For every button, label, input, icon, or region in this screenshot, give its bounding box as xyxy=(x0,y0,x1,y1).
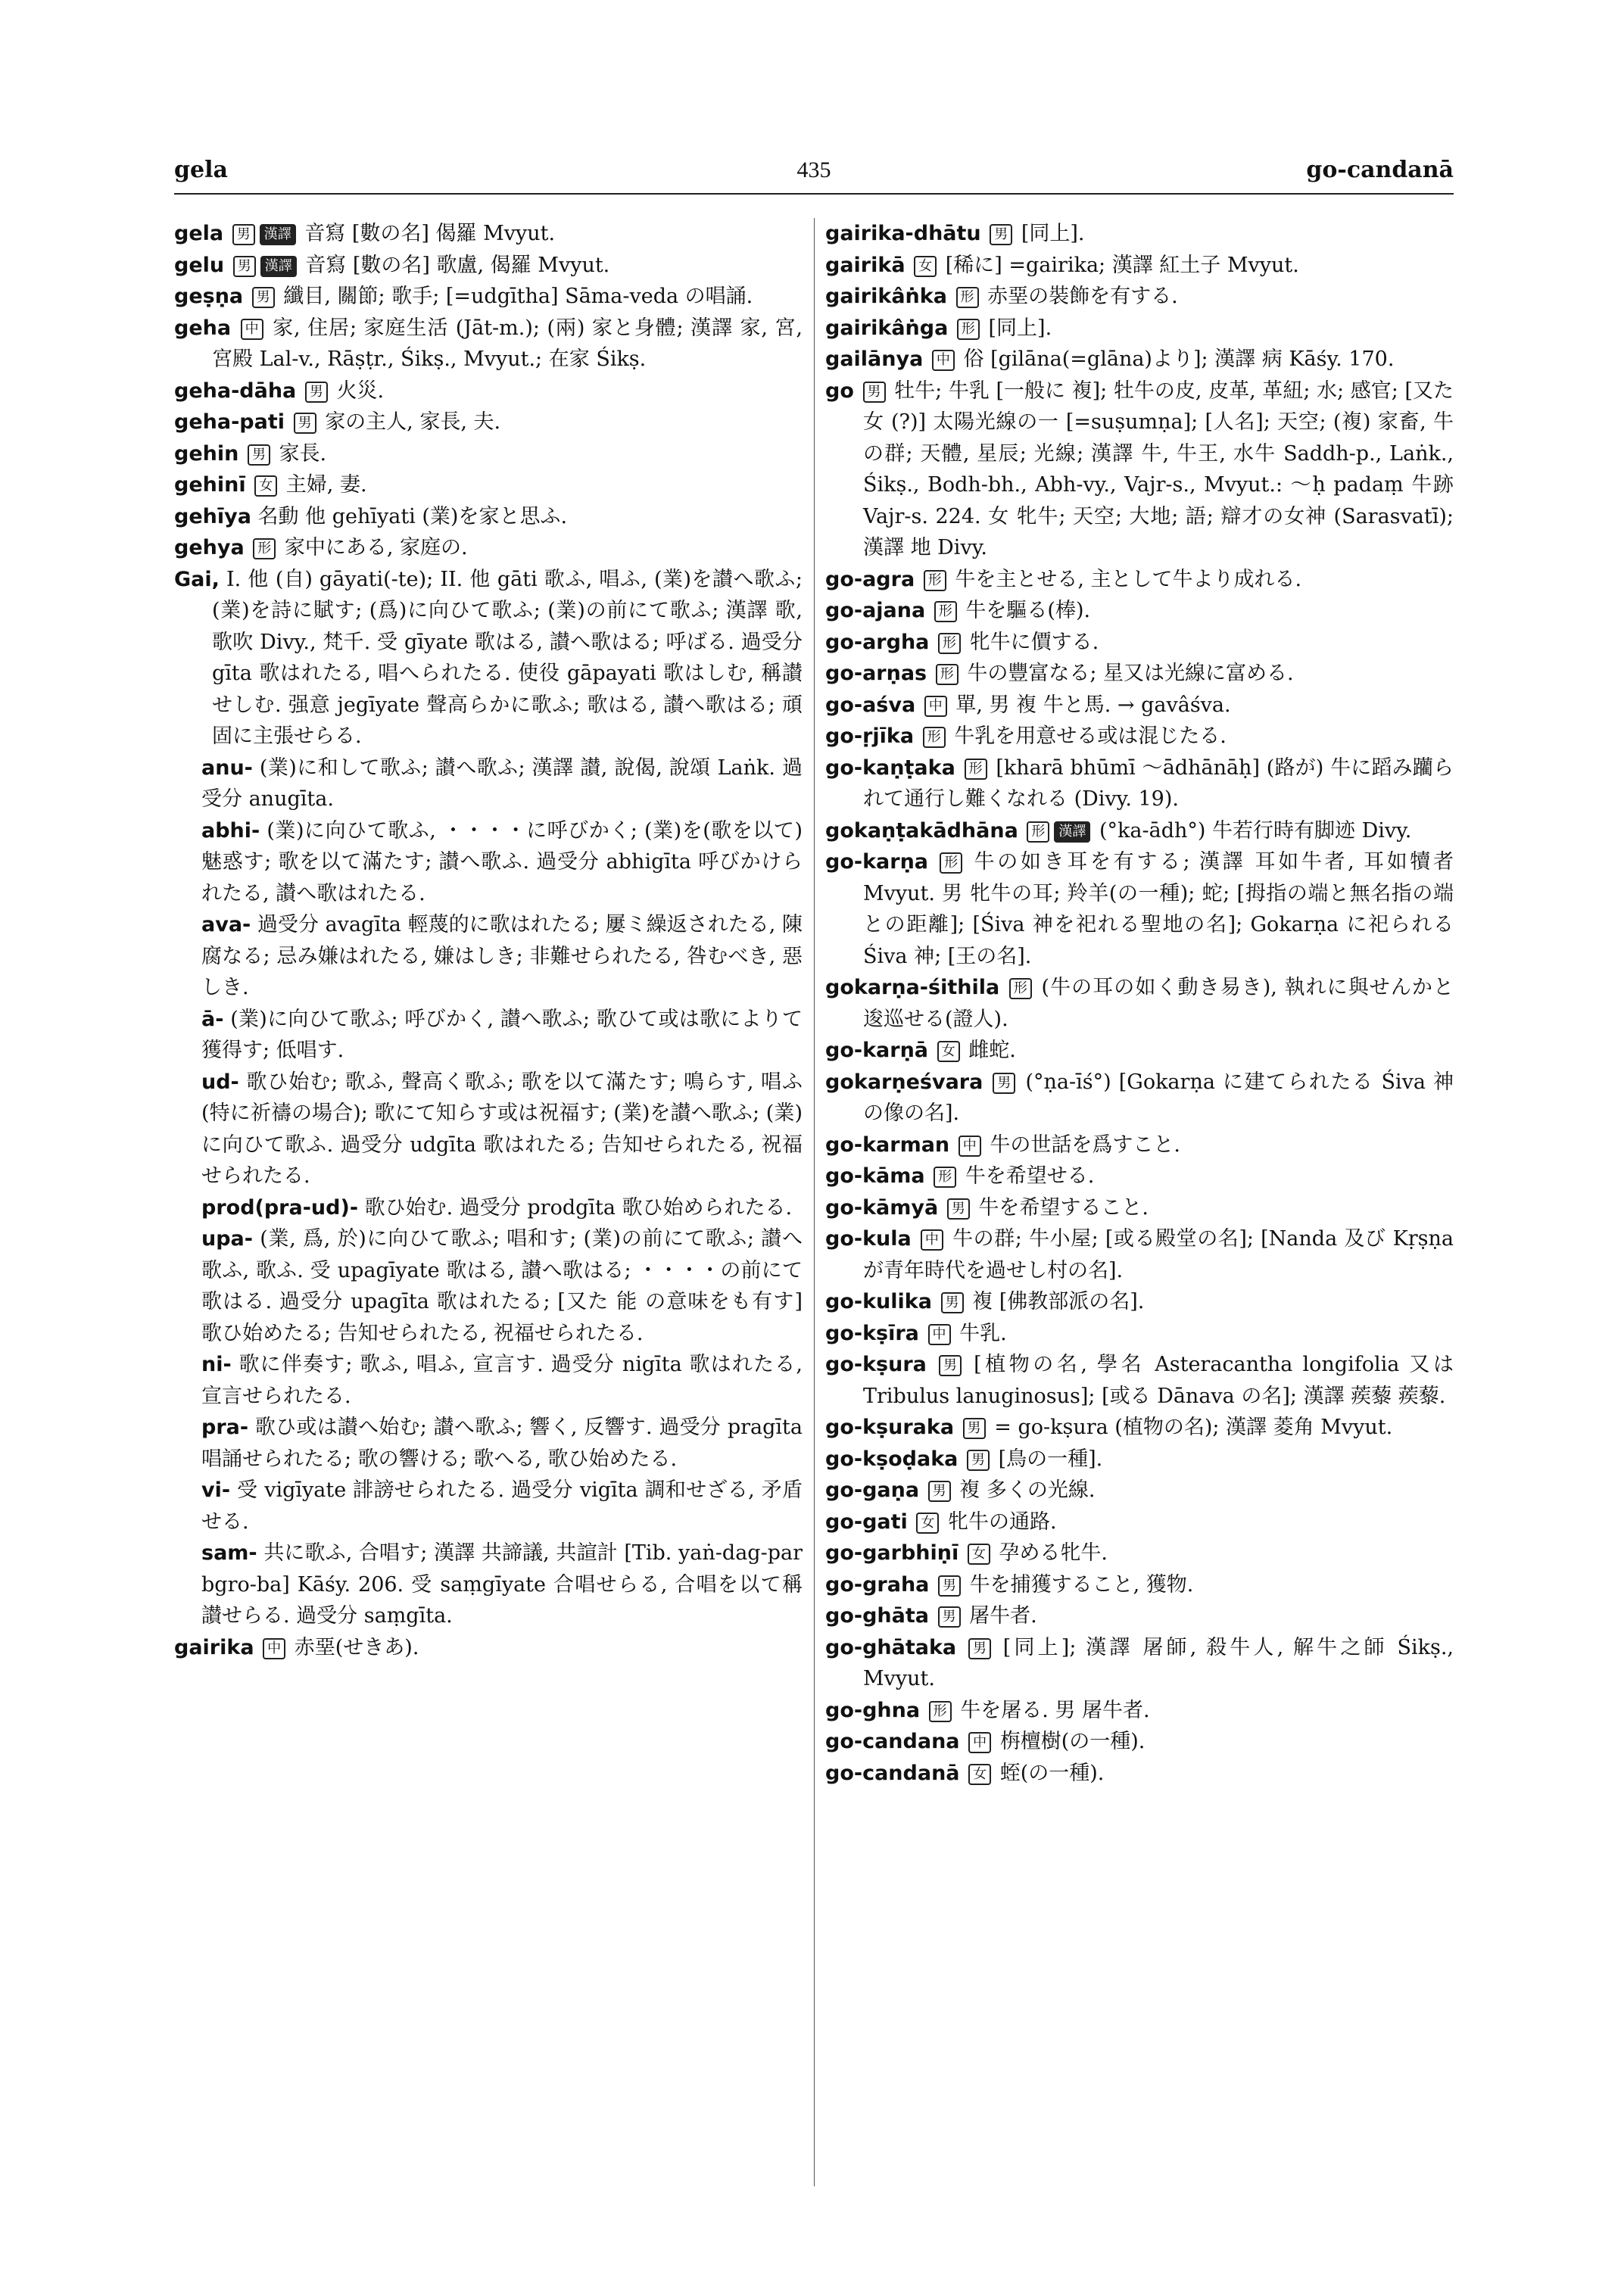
entry-headword: Gai, xyxy=(174,567,220,591)
grammar-tag: 中 xyxy=(959,1136,981,1157)
dictionary-entry xyxy=(825,1129,1454,1161)
page-number: 435 xyxy=(796,157,831,182)
left-column xyxy=(174,218,803,2262)
entry-headword: gokarṇeśvara xyxy=(825,1070,983,1094)
entry-headword: go xyxy=(825,379,854,403)
entry-definition: 歌ひ或は讃へ始む; 讃へ歌ふ; 響く, 反響す. 過受分 pragīta 唱誦せられたる; 歌の響ける; 歌へる, 歌ひ始めたる. xyxy=(201,1416,803,1471)
entry-definition: 牛乳を用意せる或は混じたる. xyxy=(954,724,1227,748)
entry-definition: 主婦, 妻. xyxy=(285,473,367,497)
entry-definition: 名動 他 gehīyati (業)を家と思ふ. xyxy=(257,504,568,528)
entry-definition: 俗 [gilāna(=glāna)より]; 漢譯 病 Kāśy. 170. xyxy=(963,347,1395,371)
dictionary-entry xyxy=(825,1161,1454,1192)
entry-definition: [鳥の一種]. xyxy=(998,1447,1103,1471)
entry-headword: go-kṣīra xyxy=(825,1321,919,1345)
grammar-tag: 男 xyxy=(990,224,1012,245)
dictionary-entry xyxy=(825,595,1454,627)
entry-definition: 赤堊の裝飾を有する. xyxy=(987,285,1178,308)
grammar-tag: 女 xyxy=(254,475,277,497)
dictionary-entry xyxy=(825,1286,1454,1318)
dictionary-entry xyxy=(174,1192,803,1224)
entry-definition: 牛を主とせる, 主として牛より成れる. xyxy=(955,567,1302,591)
dictionary-entry xyxy=(825,1475,1454,1506)
dictionary-entry xyxy=(174,532,803,564)
entry-definition: 單, 男 複 牛と馬. → gavâśva. xyxy=(955,693,1231,717)
entry-headword: go-kṣura xyxy=(825,1353,927,1376)
entry-headword: gehin xyxy=(174,441,239,466)
grammar-tag: 形 xyxy=(956,287,979,308)
entry-definition: 牛を捕獲すること, 獲物. xyxy=(969,1572,1194,1597)
entry-definition: 受 vigīyate 誹謗せられたる. 過受分 vigīta 調和せざる, 矛盾せる. xyxy=(201,1478,803,1534)
grammar-tag: 女 xyxy=(937,1041,960,1062)
entry-headword: pra- xyxy=(201,1416,249,1439)
dictionary-entry xyxy=(174,375,803,407)
grammar-tag: 女 xyxy=(968,1764,991,1785)
dictionary-entry xyxy=(825,1192,1454,1224)
entry-definition: 複 [佛教部派の名]. xyxy=(972,1290,1145,1313)
dictionary-entry xyxy=(825,658,1454,690)
entry-headword: gailānya xyxy=(825,347,924,371)
grammar-tag: 形 xyxy=(934,1167,956,1188)
grammar-tag: 女 xyxy=(968,1544,990,1565)
grammar-tag: 男 xyxy=(993,1073,1015,1094)
grammar-tag: 形 xyxy=(923,727,946,748)
dictionary-entry xyxy=(174,438,803,470)
entry-headword: go-argha xyxy=(825,630,930,654)
dictionary-entry xyxy=(825,1506,1454,1538)
dictionary-entry xyxy=(825,1632,1454,1695)
entry-headword: gehinī xyxy=(174,473,246,497)
entry-definition: I. 他 (自) gāyati(-te); II. 他 gāti 歌ふ, 唱ふ, (業)を讃へ歌ふ; (業)を詩に賦す; (爲)に向ひて歌ふ; (業)の前にて歌ふ; 漢譯 歌, 歌吹 Divy., 梵千. 受 gīyate 歌はる, 讃へ歌はる; 呼ばる. 過受分 gīta 歌はれたる, 唱へられたる. 使役 gāpayati 歌はしむ, 稱讃せしむ. 强意 jegīyate 聲高らかに歌ふ; 歌はる, 讃へ歌はる; 頑固に主張せらる. xyxy=(212,567,803,748)
entry-definition: [稀に] =gairika; 漢譯 紅土子 Mvyut. xyxy=(945,253,1299,277)
header-rule xyxy=(174,193,1454,195)
entry-definition: 歌ひ始む; 歌ふ, 聲高く歌ふ; 歌を以て滿たす; 鳴らす, 唱ふ(特に祈禱の場合); 歌にて知らす或は祝福す; (業)を讃へ歌ふ; (業)に向ひて歌ふ. 過受分 udgīta 歌はれたる; 告知せられたる, 祝福せられたる. xyxy=(201,1070,803,1188)
grammar-tag: 男 xyxy=(938,1575,961,1597)
grammar-tag: 漢譯 xyxy=(260,256,297,277)
grammar-tag: 中 xyxy=(928,1324,951,1345)
dictionary-entry xyxy=(825,1349,1454,1412)
dictionary-entry xyxy=(174,218,803,250)
grammar-tag: 男 xyxy=(233,256,256,277)
entry-headword: go-ghātaka xyxy=(825,1635,957,1659)
entry-definition: 栴檀樹(の一種). xyxy=(999,1730,1146,1753)
entry-headword: sam- xyxy=(201,1541,257,1565)
dictionary-entry xyxy=(174,1475,803,1537)
grammar-tag: 男 xyxy=(294,413,316,434)
dictionary-entry xyxy=(174,564,803,752)
entry-headword: go-candana xyxy=(825,1730,960,1753)
header-last-word: go-candanā xyxy=(1306,157,1454,183)
entry-definition: 共に歌ふ, 合唱す; 漢譯 共諦議, 共諠計 [Tib. yaṅ-dag-par bgro-ba] Kāśy. 206. 受 saṃgīyate 合唱せらる, 合唱を以て稱讃せらる. 過受分 saṃgīta. xyxy=(201,1541,803,1628)
dictionary-entry xyxy=(825,344,1454,375)
entry-headword: go-karṇā xyxy=(825,1039,929,1062)
dictionary-entry xyxy=(174,1067,803,1192)
grammar-tag: 女 xyxy=(916,1513,939,1534)
grammar-tag: 中 xyxy=(263,1638,285,1659)
grammar-tag: 中 xyxy=(932,350,955,371)
grammar-tag: 形 xyxy=(934,601,957,622)
entry-definition: 孕める牝牛. xyxy=(999,1541,1108,1565)
entry-definition: 牛を希望せる. xyxy=(965,1164,1095,1188)
dictionary-entry xyxy=(825,627,1454,659)
entry-headword: gairikâṅka xyxy=(825,285,947,308)
grammar-tag: 男 xyxy=(941,1292,964,1313)
entry-headword: go-arṇas xyxy=(825,662,927,685)
entry-definition: 牛乳. xyxy=(959,1321,1007,1345)
column-divider xyxy=(814,218,815,2186)
entry-headword: go-gati xyxy=(825,1509,908,1534)
entry-headword: abhi- xyxy=(201,818,260,843)
dictionary-entry xyxy=(825,1318,1454,1350)
entry-definition: (牛の耳の如く動き易き), 執れに與せんかと逡巡せる(證人). xyxy=(863,976,1454,1031)
entry-definition: 牝牛に價する. xyxy=(969,630,1099,654)
entry-definition: = go-kṣura (植物の名); 漢譯 菱角 Mvyut. xyxy=(994,1416,1393,1439)
entry-definition: [植物の名, 學名 Asteracantha longifolia 又は Tribulus lanuginosus]; [或る Dānava の名]; 漢譯 蒺藜 蒺藜. xyxy=(863,1353,1454,1408)
dictionary-entry xyxy=(825,1067,1454,1129)
dictionary-entry xyxy=(825,313,1454,344)
entry-definition: 火災. xyxy=(336,379,385,403)
dictionary-entry xyxy=(825,1223,1454,1286)
grammar-tag: 形 xyxy=(965,759,987,780)
dictionary-entry xyxy=(825,1444,1454,1475)
entry-headword: go-kaṇṭaka xyxy=(825,756,955,780)
dictionary-entry xyxy=(825,1035,1454,1067)
entry-headword: ud- xyxy=(201,1070,239,1094)
entry-headword: go-kula xyxy=(825,1227,912,1251)
grammar-tag: 男 xyxy=(928,1481,951,1502)
entry-definition: 家の主人, 家長, 夫. xyxy=(325,410,501,434)
grammar-tag: 男 xyxy=(232,224,255,245)
entry-headword: go-kṣuraka xyxy=(825,1416,955,1439)
grammar-tag: 男 xyxy=(252,287,275,308)
dictionary-entry xyxy=(825,218,1454,250)
entry-headword: go-gaṇa xyxy=(825,1478,920,1502)
grammar-tag: 形 xyxy=(936,664,959,685)
entry-definition: 牛を驅る(棒). xyxy=(965,599,1091,622)
entry-headword: gairika xyxy=(174,1635,254,1659)
grammar-tag: 中 xyxy=(924,696,947,717)
grammar-tag: 形 xyxy=(929,1701,952,1722)
entry-definition: 牛の群; 牛小屋; [或る殿堂の名]; [Nanda 及び Kṛṣṇa が青年時代を過せし村の名]. xyxy=(863,1227,1454,1282)
entry-definition: 纖目, 關節; 歌手; [=udgītha] Sāma-veda の唱誦. xyxy=(283,285,753,308)
dictionary-entry xyxy=(174,407,803,438)
grammar-tag: 男 xyxy=(863,382,886,403)
dictionary-entry xyxy=(825,250,1454,282)
entry-definition: 牛を希望すること. xyxy=(978,1195,1149,1220)
entry-definition: 家中にある, 家庭の. xyxy=(284,536,468,559)
entry-headword: gokaṇṭakādhāna xyxy=(825,818,1018,843)
dictionary-entry xyxy=(174,469,803,501)
entry-definition: 赤堊(せきあ). xyxy=(294,1635,419,1659)
entry-definition: [同上]. xyxy=(1021,222,1085,245)
entry-headword: gehya xyxy=(174,536,245,559)
dictionary-entry xyxy=(825,721,1454,752)
grammar-tag: 男 xyxy=(968,1638,991,1659)
entry-headword: go-kāmyā xyxy=(825,1195,939,1220)
entry-definition: (業)に向ひて歌ふ; 呼びかく, 讃へ歌ふ; 歌ひて或は歌によりて獲得す; 低唱す. xyxy=(201,1007,803,1062)
entry-definition: 蛭(の一種). xyxy=(999,1761,1105,1785)
dictionary-entry xyxy=(825,1537,1454,1569)
entry-headword: gairikā xyxy=(825,253,906,277)
grammar-tag: 中 xyxy=(241,319,263,340)
dictionary-entry xyxy=(174,250,803,282)
dictionary-entry xyxy=(825,1695,1454,1727)
entry-headword: gairika-dhātu xyxy=(825,222,981,245)
dictionary-entry xyxy=(825,564,1454,596)
dictionary-entry xyxy=(825,1569,1454,1601)
entry-headword: geha-dāha xyxy=(174,379,297,403)
dictionary-entry xyxy=(825,846,1454,972)
entry-headword: go-graha xyxy=(825,1572,930,1597)
dictionary-entry xyxy=(174,1412,803,1475)
entry-headword: geṣṇa xyxy=(174,285,244,308)
entry-definition: 牛の如き耳を有する; 漢譯 耳如牛者, 耳如犢者 Mvyut. 男 牝牛の耳; 羚羊(の一種); 蛇; [拇指の端と無名指の端との距離]; [Śiva 神を祀れる聖地の名]; Gokarṇa に祀られる Śiva 神; [王の名]. xyxy=(863,850,1454,968)
entry-headword: geha xyxy=(174,316,232,340)
entry-definition: (業)に向ひて歌ふ, ・・・・に呼びかく; (業)を(歌を以て)魅惑す; 歌を以て滿たす; 讃へ歌ふ. 過受分 abhigīta 呼びかけられたる, 讃へ歌はれたる. xyxy=(201,818,803,905)
entry-headword: go-ghāta xyxy=(825,1604,929,1628)
entry-definition: 牡牛; 牛乳 [一般に 複]; 牡牛の皮, 皮革, 革紐; 水; 感官; [又た 女 (?)] 太陽光線の一 [=suṣumṇa]; [人名]; 天空; (複) 家畜, 牛の群; 天體, 星辰; 光線; 漢譯 牛, 牛王, 水牛 Saddh-p., Laṅk., Śikṣ., Bodh-bh., Abh-vy., Vajr-s., Mvyut.: 〜ḥ padaṃ 牛跡 Vajr-s. 224. 女 牝牛; 天空; 大地; 語; 辯才の女神 (Sarasvatī); 漢譯 地 Divy. xyxy=(863,379,1454,559)
dictionary-entry xyxy=(825,1600,1454,1632)
entry-definition: (°ka-ādh°) 牛若行時有脚迹 Divy. xyxy=(1099,818,1412,843)
entry-definition: 歌ひ始む. 過受分 prodgīta 歌ひ始められたる. xyxy=(364,1195,793,1220)
dictionary-entry xyxy=(825,972,1454,1035)
grammar-tag: 形 xyxy=(957,319,980,340)
grammar-tag: 形 xyxy=(1027,821,1049,843)
entry-definition: 歌に伴奏す; 歌ふ, 唱ふ, 宣言す. 過受分 nigīta 歌はれたる, 宣言せられたる. xyxy=(201,1353,803,1408)
dictionary-entry xyxy=(174,1349,803,1412)
entry-headword: gelu xyxy=(174,253,225,277)
running-header xyxy=(174,151,1454,189)
entry-headword: ni- xyxy=(201,1353,232,1376)
dictionary-entry xyxy=(825,1758,1454,1790)
grammar-tag: 形 xyxy=(938,633,961,654)
grammar-tag: 男 xyxy=(939,1355,962,1376)
grammar-tag: 形 xyxy=(253,538,276,559)
entry-headword: go-kāma xyxy=(825,1164,925,1188)
entry-definition: [同上]; 漢譯 屠師, 殺牛人, 解牛之師 Śikṣ., Mvyut. xyxy=(863,1635,1454,1690)
grammar-tag: 中 xyxy=(921,1229,943,1251)
grammar-tag: 形 xyxy=(940,852,962,874)
entry-headword: go-kṣoḍaka xyxy=(825,1447,959,1471)
entry-headword: go-karṇa xyxy=(825,850,929,874)
entry-definition: (業)に和して歌ふ; 讃へ歌ふ; 漢譯 讃, 說偈, 說頌 Laṅk. 過受分 anugīta. xyxy=(201,756,803,811)
grammar-tag: 男 xyxy=(248,444,270,466)
entry-headword: go-agra xyxy=(825,567,915,591)
dictionary-entry xyxy=(174,281,803,313)
dictionary-entry xyxy=(825,690,1454,721)
grammar-tag: 形 xyxy=(1009,978,1032,999)
entry-headword: vi- xyxy=(201,1478,231,1502)
entry-definition: 牛の豐富なる; 星又は光線に富める. xyxy=(967,662,1294,685)
entry-headword: gokarṇa-śithila xyxy=(825,976,1000,999)
entry-definition: 音寫 [數の名] 歌盧, 偈羅 Mvyut. xyxy=(305,253,610,277)
dictionary-entry xyxy=(825,1412,1454,1444)
dictionary-entry xyxy=(174,1632,803,1664)
grammar-tag: 漢譯 xyxy=(260,224,296,245)
entry-definition: 複 多くの光線. xyxy=(959,1478,1096,1502)
entry-definition: 過受分 avagīta 輕蔑的に歌はれたる; 屢ミ繰返されたる, 陳腐なる; 忌み嫌はれたる, 嫌はしき; 非難せられたる, 咎むべき, 惡しき. xyxy=(201,913,803,999)
entry-headword: gela xyxy=(174,222,224,245)
dictionary-entry xyxy=(174,1223,803,1349)
grammar-tag: 男 xyxy=(938,1606,961,1628)
entry-headword: gehīya xyxy=(174,504,251,528)
dictionary-entry xyxy=(174,1537,803,1632)
header-first-word: gela xyxy=(174,157,228,183)
entry-headword: go-karman xyxy=(825,1132,950,1157)
entry-headword: upa- xyxy=(201,1227,253,1251)
entry-headword: go-ghna xyxy=(825,1698,921,1722)
entry-headword: go-candanā xyxy=(825,1761,960,1785)
entry-definition: [同上]. xyxy=(988,316,1052,340)
entry-definition: 雌蛇. xyxy=(968,1039,1016,1062)
grammar-tag: 女 xyxy=(914,256,937,277)
dictionary-entry xyxy=(825,752,1454,815)
dictionary-entry xyxy=(174,909,803,1004)
right-column xyxy=(825,218,1454,2262)
entry-headword: ā- xyxy=(201,1007,224,1031)
entry-definition: 屠牛者. xyxy=(969,1604,1037,1628)
dictionary-entry xyxy=(174,815,803,910)
entry-definition: 音寫 [數の名] 偈羅 Mvyut. xyxy=(304,222,556,245)
entry-definition: 牛の世話を爲すこと. xyxy=(990,1132,1180,1157)
dictionary-entry xyxy=(825,375,1454,564)
entry-definition: [kharā bhūmī 〜ādhānāḥ] (路が) 牛に蹈み躪られて通行し難くなれる (Divy. 19). xyxy=(863,756,1454,811)
entry-headword: go-kulika xyxy=(825,1290,932,1313)
grammar-tag: 男 xyxy=(967,1450,990,1471)
dictionary-entry xyxy=(174,752,803,815)
grammar-tag: 形 xyxy=(924,570,946,591)
dictionary-entry xyxy=(825,1726,1454,1758)
entry-definition: (業, 爲, 於)に向ひて歌ふ; 唱和す; (業)の前にて歌ふ; 讃へ歌ふ, 歌ふ. 受 upagīyate 歌はる, 讃へ歌はる; ・・・・の前にて歌はる. 過受分 upagīta 歌はれたる; [又た 能 の意味をも有す] 歌ひ始めたる; 告知せられたる, 祝福せられたる. xyxy=(201,1227,803,1345)
dictionary-entry xyxy=(825,281,1454,313)
grammar-tag: 中 xyxy=(968,1732,991,1753)
entry-headword: ava- xyxy=(201,913,251,936)
dictionary-entry xyxy=(825,815,1454,847)
dictionary-entry xyxy=(174,1004,803,1067)
entry-headword: go-aśva xyxy=(825,693,916,717)
entry-headword: go-ajana xyxy=(825,599,926,622)
entry-definition: 牛を屠る. 男 屠牛者. xyxy=(960,1698,1150,1722)
entry-definition: (°ṇa-īś°) [Gokarṇa に建てられたる Śiva 神の像の名]. xyxy=(863,1070,1454,1125)
entry-headword: go-garbhiṇī xyxy=(825,1541,959,1565)
grammar-tag: 男 xyxy=(305,382,328,403)
entry-headword: geha-pati xyxy=(174,410,285,434)
entry-headword: anu- xyxy=(201,756,253,780)
grammar-tag: 男 xyxy=(947,1198,970,1220)
entry-definition: 家, 住居; 家庭生活 (Jāt-m.); (兩) 家と身體; 漢譯 家, 宮, 宮殿 Lal-v., Rāṣṭr., Śikṣ., Mvyut.; 在家 Śikṣ. xyxy=(212,316,803,371)
grammar-tag: 漢譯 xyxy=(1054,821,1090,843)
entry-definition: 家長. xyxy=(279,441,327,466)
entry-headword: prod(pra-ud)- xyxy=(201,1195,359,1220)
entry-definition: 牝牛の通路. xyxy=(947,1509,1057,1534)
grammar-tag: 男 xyxy=(963,1418,986,1439)
dictionary-entry xyxy=(174,501,803,533)
dictionary-entry xyxy=(174,313,803,375)
entry-headword: go-ṛjīka xyxy=(825,724,915,748)
entry-headword: gairikâṅga xyxy=(825,316,949,340)
